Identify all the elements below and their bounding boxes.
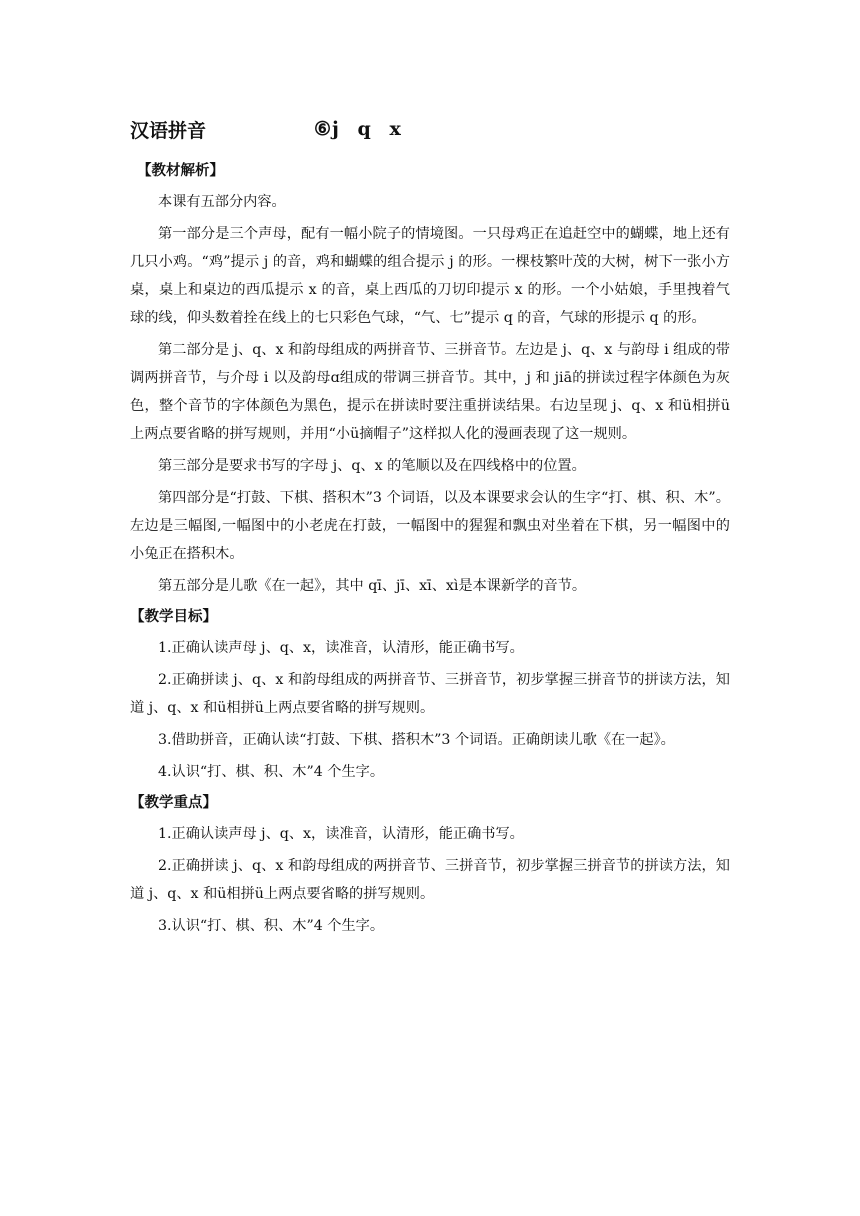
paragraph: 4.认识“打、棋、积、木”4 个生字。 — [158, 764, 385, 780]
paragraph: 2.正确拼读 j、q、x 和韵母组成的两拼音节、三拼音节，初步掌握三拼音节的拼读方法，知道 j、q、x 和ü相拼ü上两点要省略的拼写规则。 — [130, 858, 730, 902]
paragraph: 1.正确认读声母 j、q、x，读准音，认清形，能正确书写。 — [158, 826, 524, 842]
paragraph: 第二部分是 j、q、x 和韵母组成的两拼音节、三拼音节。左边是 j、q、x 与韵母 i 组成的带调两拼音节，与介母 i 以及韵母ɑ组成的带调三拼音节。其中，j 和 jiā的拼读过程字体颜色为灰色，整个音节的字体颜色为黑色，提示在拼读时要注重拼读结果。右边呈现 j、q、x 和ü相拼ü上两点要省略的拼写规则，并用“小ü摘帽子”这样拟人化的漫画表现了这一规则。 — [130, 342, 730, 442]
paragraph: 2.正确拼读 j、q、x 和韵母组成的两拼音节、三拼音节，初步掌握三拼音节的拼读方法，知道 j、q、x 和ü相拼ü上两点要省略的拼写规则。 — [130, 672, 730, 716]
paragraph: 3.认识“打、棋、积、木”4 个生字。 — [158, 918, 385, 934]
title-lesson: ⑥j q x — [314, 118, 402, 140]
paragraph: 1.正确认读声母 j、q、x，读准音，认清形，能正确书写。 — [158, 640, 524, 656]
paragraph: 第四部分是“打鼓、下棋、搭积木”3 个词语，以及本课要求会认的生字“打、棋、积、木”。左边是三幅图,一幅图中的小老虎在打鼓，一幅图中的猩猩和飘虫对坐着在下棋，另一幅图中的小兔正在搭积木。 — [130, 490, 730, 562]
paragraph: 第一部分是三个声母，配有一幅小院子的情境图。一只母鸡正在追赶空中的蝴蝶，地上还有几只小鸡。“鸡”提示 j 的音，鸡和蝴蝶的组合提示 j 的形。一棵枝繁叶茂的大树，树下一张小方桌，桌上和桌边的西瓜提示 x 的音，桌上西瓜的刀切印提示 x 的形。一个小姑娘，手里拽着气球的线，仰头数着拴在线上的七只彩色气球，“气、七”提示 q 的音，气球的形提示 q 的形。 — [130, 226, 730, 326]
section-heading-analysis: 【教材解析】 — [137, 163, 224, 179]
document-title — [130, 112, 730, 146]
title-main: 汉语拼音 — [130, 119, 207, 142]
paragraph: 第五部分是儿歌《在一起》，其中 qī、jī、xī、xì是本课新学的音节。 — [158, 578, 587, 594]
paragraph: 第三部分是要求书写的字母 j、q、x 的笔顺以及在四线格中的位置。 — [158, 458, 586, 474]
section-heading-goals: 【教学目标】 — [130, 609, 217, 625]
document-page — [130, 112, 730, 942]
paragraph: 本课有五部分内容。 — [158, 194, 286, 210]
paragraph: 3.借助拼音，正确认读“打鼓、下棋、搭积木”3 个词语。正确朗读儿歌《在一起》。 — [158, 732, 675, 748]
section-heading-focus: 【教学重点】 — [130, 795, 217, 811]
